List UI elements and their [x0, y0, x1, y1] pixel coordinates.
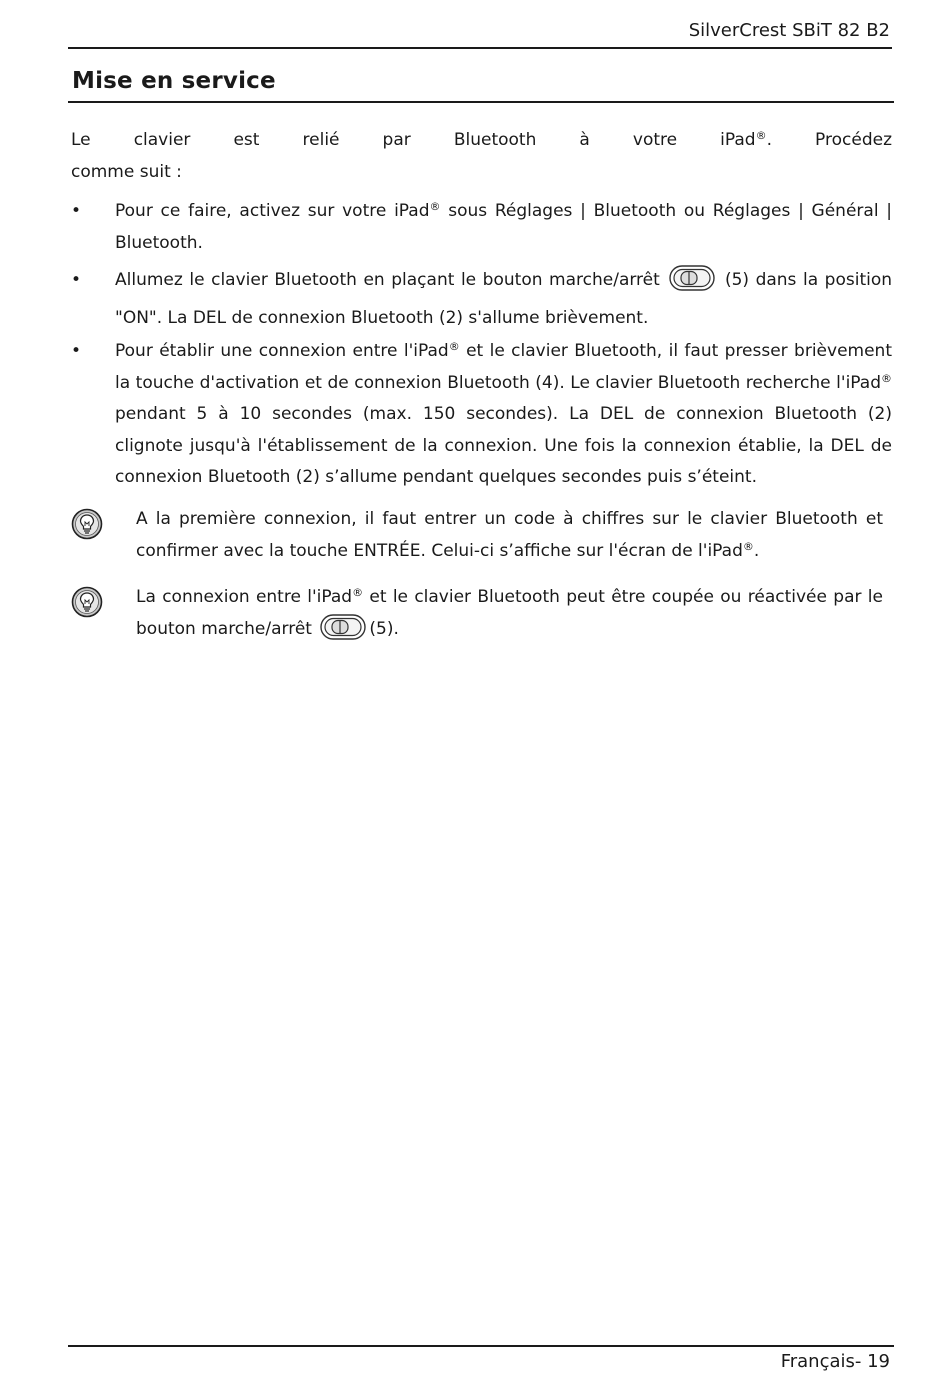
tip-note-2-text: [136, 582, 883, 651]
bullet-2-text-b: (5) dans la position "ON". La DEL de connexion Bluetooth (2) s'allume brièvement.: [115, 270, 893, 328]
note-1-text-a: A la première connexion, il faut entrer un code à chiffres sur le clavier Bluetooth et confirmer avec la touche ENTRÉE. Celui-ci s’affiche sur l'écran de l'iPad: [136, 509, 883, 561]
intro-line-1: [71, 125, 892, 157]
note-1-text-b: .: [753, 540, 760, 561]
registered-mark: ®: [429, 200, 441, 213]
note-2-text-a: La connexion entre l'iPad: [136, 587, 353, 607]
bullet-1-text-a: Pour ce faire, activez sur votre iPad: [115, 201, 430, 221]
list-item: [71, 336, 892, 494]
bullet-1-text-b: sous Réglages | Bluetooth ou Réglages | Général | Bluetooth.: [115, 201, 893, 253]
header-product-name: SilverCrest SBiT 82 B2: [688, 20, 890, 41]
bullet-marker: •: [71, 341, 82, 361]
bullet-3-text-c: pendant 5 à 10 secondes (max. 150 secondes). La DEL de connexion Bluetooth (2) clignote jusqu'à l'établissement de la connexion. Une fois la connexion établie, la DEL de connexion Bluetooth (2) s’allume pendant quelques secondes puis s’éteint.: [115, 404, 892, 487]
intro-paragraph: [71, 125, 892, 188]
power-switch-icon: [669, 265, 715, 303]
footer-rule: [68, 1345, 894, 1347]
bullet-marker: •: [71, 201, 82, 221]
list-item: [71, 265, 892, 334]
lightbulb-tip-icon: [71, 586, 103, 630]
registered-mark: ®: [742, 539, 754, 553]
intro-line-1-text: Le clavier est relié par Bluetooth à votre iPad: [71, 130, 756, 150]
bullet-marker: •: [71, 270, 82, 290]
tip-note-1-text: [136, 504, 883, 567]
lightbulb-tip-icon: [71, 508, 103, 552]
title-rule: [68, 101, 894, 103]
registered-mark: ®: [755, 129, 767, 142]
intro-line-2: comme suit :: [71, 161, 182, 182]
instruction-list: [71, 196, 892, 496]
note-2-text-b: et le clavier Bluetooth peut être coupée ou réactivée par le bouton marche/arrêt: [136, 587, 883, 639]
bullet-3-text-b: et le clavier Bluetooth, il faut presser brièvement la touche d'activation et de connexion Bluetooth (4). Le clavier Bluetooth recherche l'iPad: [115, 341, 892, 393]
page-number: Français- 19: [780, 1351, 890, 1372]
bullet-3-text-a: Pour établir une connexion entre l'iPad: [115, 341, 449, 361]
note-2-text-c: (5).: [369, 618, 399, 639]
tip-note-2: [71, 582, 883, 651]
power-switch-icon: [320, 614, 366, 652]
header-rule: [68, 47, 892, 49]
tip-note-1: [71, 504, 883, 567]
section-title: Mise en service: [72, 68, 276, 94]
registered-mark: ®: [352, 586, 364, 599]
registered-mark: ®: [448, 340, 460, 353]
intro-line-1-end: . Procédez: [766, 130, 892, 150]
list-item: [71, 196, 892, 259]
bullet-2-text-a: Allumez le clavier Bluetooth en plaçant le bouton marche/arrêt: [115, 270, 660, 290]
registered-mark: ®: [881, 371, 892, 385]
